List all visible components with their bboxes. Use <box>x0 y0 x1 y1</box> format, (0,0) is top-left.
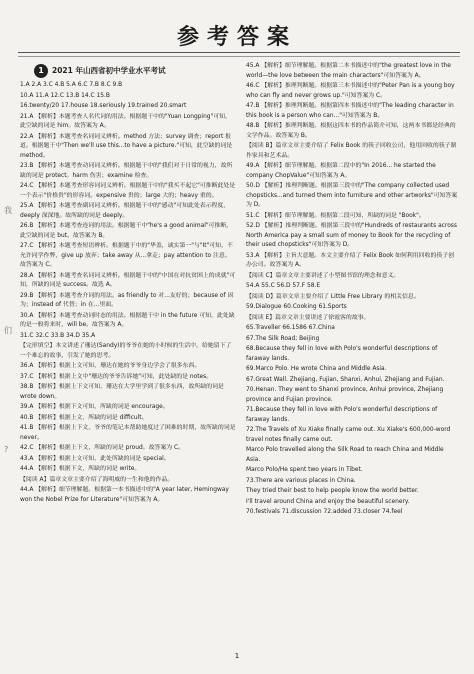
answer-line: 29.B 【解析】本题考查介词的用法。as friendly to 对...友好的；because of 因为；instead of 代替；in 在...里面。 <box>20 292 234 308</box>
left-column <box>20 62 236 506</box>
answer-line: 【完形填空】本文讲述了珊达(Sandy)的爷爷在她的小时候的生活中，给她留下了一个难忘的故事，引发了她的思考。 <box>20 343 232 359</box>
answer-line: 21.A 【解析】本题考查人名代词的用法。根据题干中的"Yuan Longping"可知，此空缺的词是 him。故答案为 A。 <box>20 113 231 129</box>
answer-line: Marco Polo travelled along the Silk Road to reach China and Middle Asia. <box>246 447 444 463</box>
page-number: 1 <box>234 652 240 660</box>
answer-line: 44.A 【解析】细节理解题。根据第一本书描述中的"A year later, Hemingway won the Nobel Prize for Literature"可知答案为 A。 <box>20 487 229 503</box>
answer-line: 50.D 【解析】推理判断题。根据第三段中的"The company collected used chopsticks...and turned them into furniture and other artworks"可知答案为 D。 <box>246 183 458 208</box>
answer-line: 43.A 【解析】根据上文可知，此处所缺的词是 special。 <box>20 455 170 462</box>
answer-line: 47.B 【解析】推理判断题。根据第四本书描述中的"The leading character in this book is a person who can..."可知答案为 B。 <box>246 103 454 119</box>
answer-line: 54.A 55.C 56.D 57.F 58.E <box>246 283 321 289</box>
answer-line: 71.Because they fell in love with Polo's wonderful descriptions of faraway lands. <box>246 407 438 423</box>
answer-line: 44.A 【解析】根据下文，所缺的词是 write。 <box>20 466 141 472</box>
answer-line: 73.There are various places in China. <box>246 477 356 484</box>
answer-line: 22.A 【解析】本题考查名词词义辨析。method 方法；survey 调查；report 报道。根据题干中"Then we'll use this...to have a picture."可知，此空缺的词是 method。 <box>20 133 233 159</box>
answer-line: 31.C 32.C 33.B 34.D 35.A <box>20 332 96 339</box>
title-rule <box>18 52 460 53</box>
answer-line: 16.twenty/20 17.house 18.seriously 19.trained 20.smart <box>20 103 187 109</box>
answer-line: 69.Marco Polo. He wrote China and Middle Asia. <box>246 366 387 372</box>
answer-line: 45.A 【解析】细节理解题。根据第二本书描述中的"the greatest love in the world—the love between the main characters"可知答案为 A。 <box>246 63 451 79</box>
answer-line: They tried their best to help people know the world better. <box>246 488 419 494</box>
side-mark: ? <box>4 445 9 454</box>
answer-line: 51.C 【解析】细节理解题。根据第二段可知，所缺的词是 "Book"。 <box>246 212 425 219</box>
answer-line: 24.C 【解析】本题考查形容词词义辨析。根据题干中的"我买不起它"可推断此处是一个表示"价格贵"的形容词。expensive 贵的；large 大的；heavy 重的。 <box>20 183 236 199</box>
answer-line: 30.A 【解析】本题考查动词时态的用法。根据题干中 in the future 可知，此处缺的是一般将来时，will be。故答案为 A。 <box>20 312 235 328</box>
answer-line: 70.Henan. They went to Shanxi province, Anhui province, Zhejiang province and Fujian province. <box>246 387 444 403</box>
exam-number-badge: 1 <box>34 64 48 78</box>
answer-line: 【阅读 C】篇章文章主要讲述了小型图书馆的理念和意义。 <box>246 272 400 279</box>
answer-line: 【阅读 E】篇章文章主要讲述了徐霞客的故事。 <box>246 314 370 321</box>
side-mark: 们 <box>4 326 12 335</box>
answer-line: 27.C 【解析】本题考查短语辨析。根据题干中的"华盖，诚实第一"与"It"可知，不允许同学作弊，give up 放弃；take away 从...拿走；pay attention to 注意。故答案为 C。 <box>20 243 233 268</box>
answer-line: 37.C 【解析】根据上文中"珊达的爷爷告诉她"可知，此处缺的是 notes。 <box>20 373 213 380</box>
exam-heading <box>34 64 236 78</box>
right-answer-list <box>246 62 458 518</box>
answer-line: 48.B 【解析】推理判断题。根据这四本书的作品简介可知，这两本书都是经典的文学作品。故答案为 B。 <box>246 123 456 139</box>
answer-line: 【阅读 D】篇章文章主要介绍了 Little Free Library 的相关信息。 <box>246 293 420 300</box>
answer-line: 23.B 【解析】本题考查动词词义辨析。根据题干中的"我们对于日常的视力，故所缺的词是 protect。harm 伤害；examine 检查。 <box>20 163 233 179</box>
answer-line: Marco Polo/He spent two years in Tibet. <box>246 467 363 473</box>
page-title: 参考答案 <box>176 24 297 50</box>
title-subrule <box>18 56 460 57</box>
right-column <box>246 62 458 519</box>
answer-line: 40.B 【解析】根据上文，所缺的词是 difficult。 <box>20 414 148 421</box>
answer-line: 68.Because they fell in love with Polo's wonderful descriptions of faraway lands. <box>246 346 438 362</box>
answer-line: 46.C 【解析】推理判断题。根据第三本书描述中的"Peter Pan is a young boy who can fly and never grows up."可知答案为 C。 <box>246 83 455 99</box>
answer-line: 65.Traveller 66.1586 67.China <box>246 325 335 331</box>
exam-title: 2021 年山西省初中学业水平考试 <box>52 66 166 76</box>
side-mark: 我 <box>4 206 12 215</box>
answer-line: 72.The Travels of Xu Xiake finally came out. Xu Xiake's 600,000-word travel notes finally came out. <box>246 427 451 443</box>
answer-line: 10.A 11.A 12.C 13.B 14.C 15.B <box>20 92 110 99</box>
answer-line: 67.Great Wall. Zhejiang, Fujian, Shanxi, Anhui, Zhejiang and Fujian. <box>246 376 445 383</box>
answer-line: 26.B 【解析】本题考查连词的用法。根据题干中"he's a good animal"可推断，此空缺的词是 but。故答案为 B。 <box>20 223 233 239</box>
answer-line: 41.B 【解析】根据上下文，爷爷的笔记本帮助她度过了困难的时期，故所缺的词是 never。 <box>20 425 236 441</box>
answer-line: 53.A 【解析】主旨大意题。本文主要介绍了 Felix Book 如何利用回收的筷子创办公司。故答案为 A。 <box>246 252 455 268</box>
answer-line: 38.B 【解析】根据上下文可知，珊达在大学里学到了很多东西，故所缺的词是 wrote down。 <box>20 384 224 400</box>
answer-line: 【阅读 B】篇章文章主要介绍了 Felix Book 的筷子回收公司，他用回收的筷子制作家具和艺术品。 <box>246 143 457 159</box>
answer-line: I'll travel around China and enjoy the beautiful scenery. <box>246 498 410 505</box>
answer-line: 49.A 【解析】细节理解题。根据第二段中的"In 2016... he started the company ChopValue"可知答案为 A。 <box>246 163 436 179</box>
answer-line: 36.A 【解析】根据上文可知，珊达在她的爷爷身边学会了很多东西。 <box>20 363 201 369</box>
answer-line: 59.Dialogue 60.Cooking 61.Sports <box>246 304 347 310</box>
answer-line: 28.A 【解析】本题考查名词词义辨析。根据题干中的"中国在对抗贫困上的成就"可知，所缺的词是 success。故选 A。 <box>20 272 236 288</box>
answer-line: 【阅读 A】篇章文章主要介绍了海明威的一生和他的作品。 <box>20 476 174 483</box>
left-answer-list <box>20 81 236 505</box>
answer-line: 1.A 2.A 3.C 4.B 5.A 6.C 7.B 8.C 9.B <box>20 82 123 88</box>
answer-line: 70.festivals 71.discussion 72.added 73.closer 74.feel <box>246 509 403 515</box>
answer-line: 67.The Silk Road; Beijing <box>246 335 320 342</box>
answer-line: 52.D 【解析】推理判断题。根据第三段中的"Hundreds of restaurants across North America pay a small sum of money to Book for the recycling of their used chopsticks"可知答案为 D。 <box>246 223 457 248</box>
answer-line: 39.A 【解析】根据下文可知，所缺的词是 encourage。 <box>20 404 169 410</box>
answer-line: 42.C 【解析】根据上下文，所缺的词是 proud。故答案为 C。 <box>20 445 185 451</box>
answer-line: 25.A 【解析】本题考查副词词义辨析。根据题干中的"感动"可知此处表示程度，deeply 深深地。故所缺的词是 deeply。 <box>20 203 230 219</box>
